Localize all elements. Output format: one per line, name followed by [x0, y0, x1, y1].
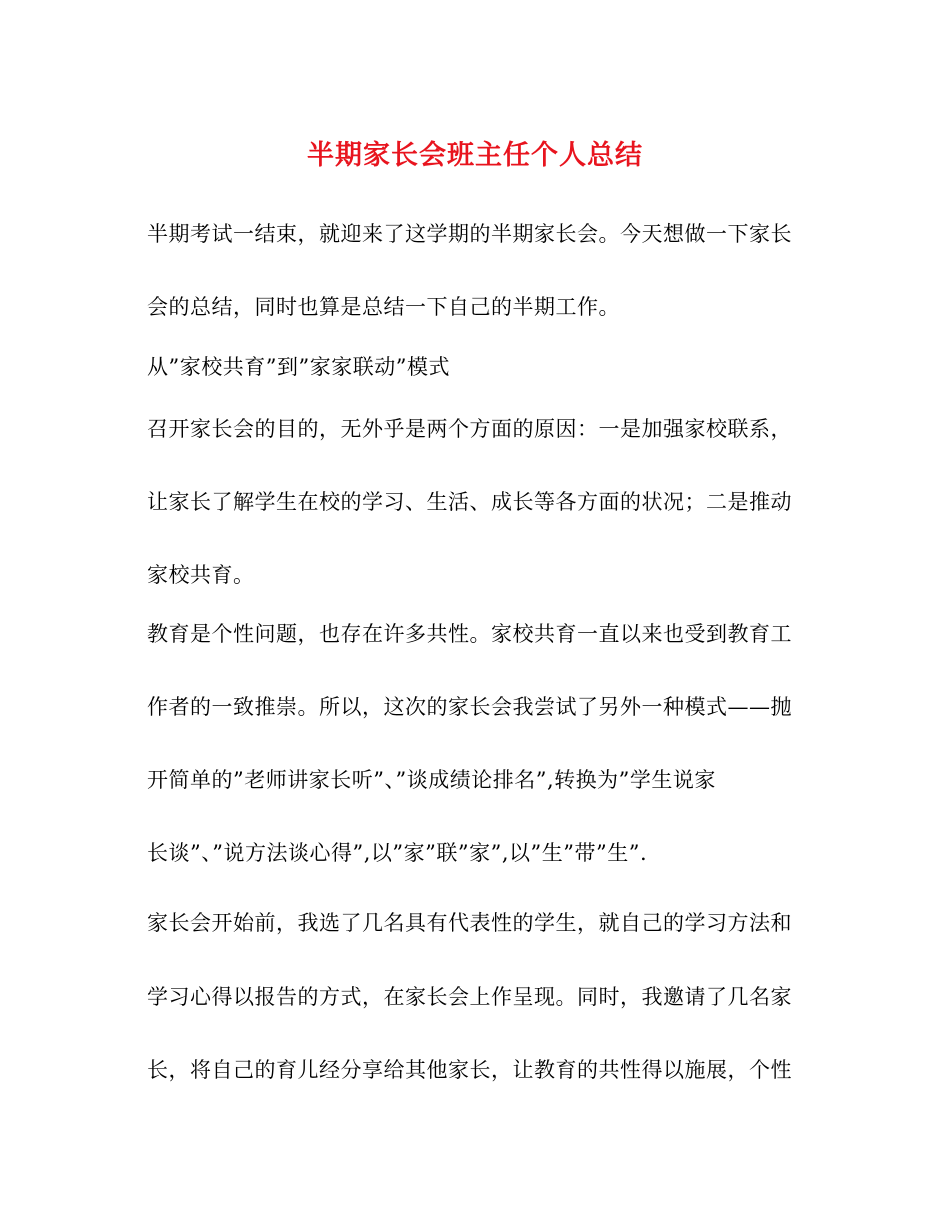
paragraph-line: 召开家长会的目的，无外乎是两个方面的原因：一是加强家校联系， [147, 417, 792, 441]
paragraph-line: 家校共育。 [147, 563, 255, 587]
section-heading: 从”家校共育”到”家家联动”模式 [147, 355, 450, 379]
paragraph-line: 家长会开始前，我选了几名具有代表性的学生，就自己的学习方法和 [147, 911, 792, 935]
paragraph-line: 教育是个性问题，也存在许多共性。家校共育一直以来也受到教育工 [147, 622, 792, 646]
paragraph-line: 开简单的”老师讲家长听”、”谈成绩论排名”,转换为”学生说家 [147, 768, 716, 792]
paragraph-line: 长，将自己的育儿经分享给其他家长，让教育的共性得以施展，个性 [147, 1058, 792, 1082]
paragraph-line: 让家长了解学生在校的学习、生活、成长等各方面的状况；二是推动 [147, 490, 792, 514]
document-title: 半期家长会班主任个人总结 [307, 140, 643, 171]
paragraph-line: 会的总结，同时也算是总结一下自己的半期工作。 [147, 295, 620, 319]
paragraph-line: 学习心得以报告的方式，在家长会上作呈现。同时，我邀请了几名家 [147, 985, 792, 1009]
paragraph-line: 作者的一致推崇。所以，这次的家长会我尝试了另外一种模式——抛 [147, 695, 792, 719]
paragraph-line: 半期考试一结束，就迎来了这学期的半期家长会。今天想做一下家长 [147, 222, 792, 246]
paragraph-line: 长谈”、”说方法谈心得”,以”家”联”家”,以”生”带”生”. [147, 841, 648, 865]
